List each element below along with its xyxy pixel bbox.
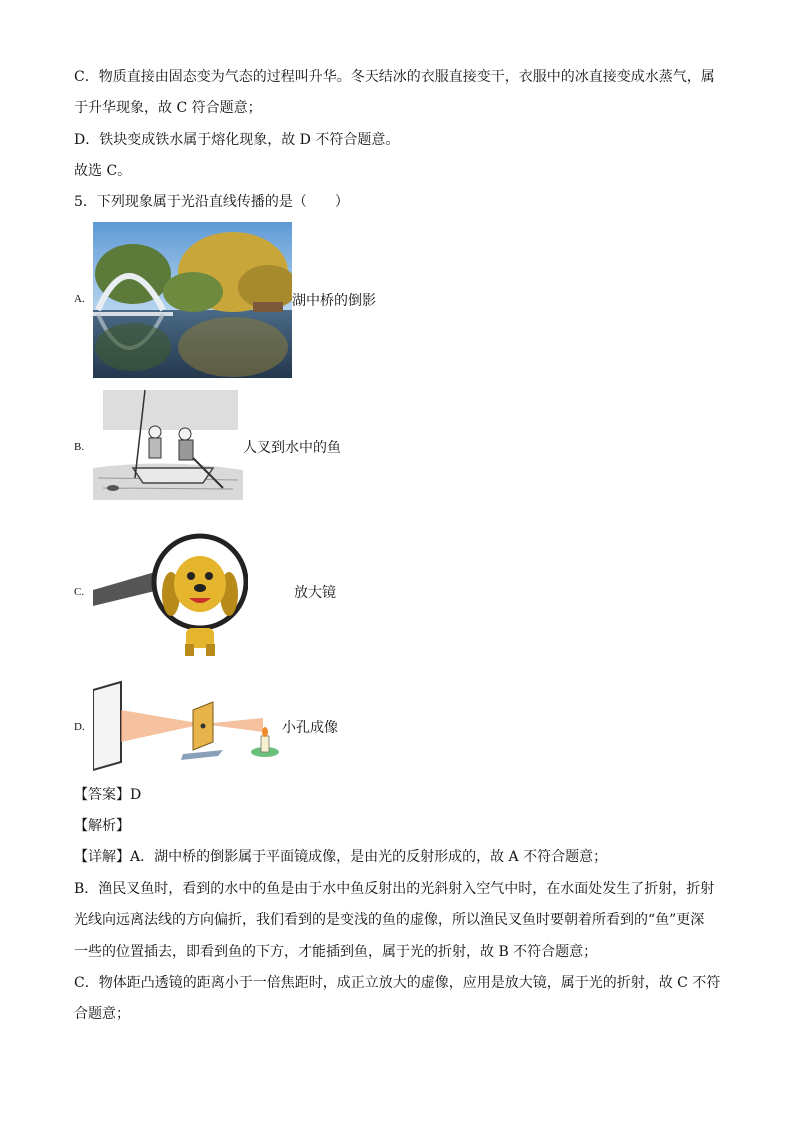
option-d-letter: D. [74,721,85,733]
analysis-line: 光线向远离法线的方向偏折，我们看到的是变浅的鱼的虚像，所以渔民叉鱼时要朝着所看到的“鱼”更深 [74,912,705,928]
option-a-caption: 湖中桥的倒影 [292,293,376,309]
answer-value: D [130,787,142,803]
prev-choice: 故选 C。 [74,163,132,179]
prev-c-line1: C．物质直接由固态变为气态的过程叫升华。冬天结冰的衣服直接变干，衣服中的冰直接变成水蒸气，属 [74,69,715,85]
option-d-caption: 小孔成像 [282,720,338,736]
option-b-letter: B. [74,441,85,453]
option-c-caption: 放大镜 [294,585,336,601]
question-stem: 5．下列现象属于光沿直线传播的是（ ） [74,194,349,210]
analysis-label: 【解析】 [74,818,130,834]
prev-d-line: D．铁块变成铁水属于熔化现象，故 D 不符合题意。 [74,132,400,148]
magnifier-dog-image-icon [93,532,248,662]
analysis-line: B．渔民叉鱼时，看到的水中的鱼是由于水中鱼反射出的光斜射入空气中时，在水面处发生了折射，折射 [74,881,715,897]
analysis-line: 【详解】A．湖中桥的倒影属于平面镜成像，是由光的反射形成的，故 A 不符合题意； [74,849,608,865]
analysis-line: 合题意； [74,1006,130,1022]
analysis-line: C．物体距凸透镜的距离小于一倍焦距时，成正立放大的虚像，应用是放大镜，属于光的折射，故 C 不符 [74,975,721,991]
prev-c-line2: 于升华现象，故 C 符合题意； [74,100,262,116]
answer-line [74,786,141,804]
fishing-boat-drawing-icon [93,388,243,500]
option-a-letter: A. [74,293,85,305]
answer-label: 【答案】 [74,787,130,803]
pinhole-camera-diagram-icon [93,680,283,772]
bridge-reflection-photo-icon [93,222,292,378]
analysis-line: 一些的位置插去，即看到鱼的下方，才能插到鱼，属于光的折射，故 B 不符合题意； [74,944,598,960]
option-b-caption: 人叉到水中的鱼 [243,440,341,456]
option-c-letter: C. [74,586,85,598]
